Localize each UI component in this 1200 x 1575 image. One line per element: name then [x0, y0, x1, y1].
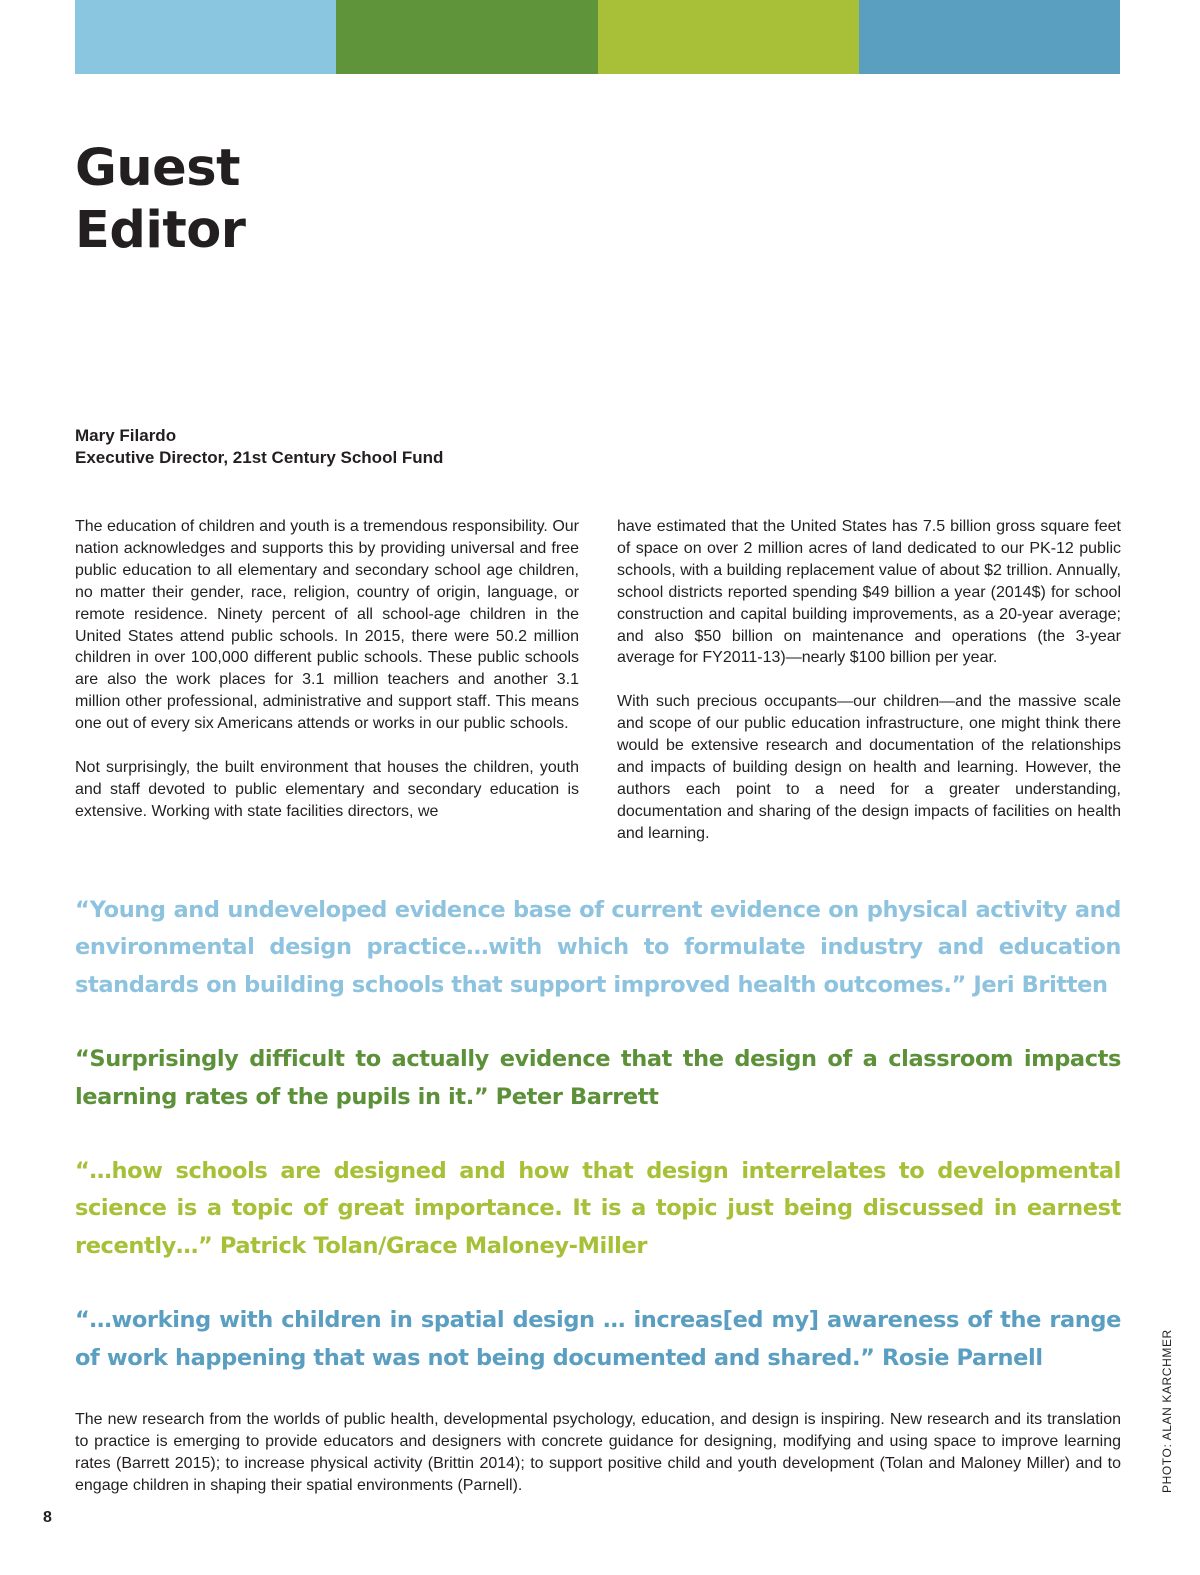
body-paragraph: have estimated that the United States has 7.5 billion gross square feet of space on over 2 million acres of land dedicated to our PK-12 public schools, with a building replacement value of about $2 trillion. Annually, school districts reported spending $49 billion a year (2014$) for school construction and capital building improvements, as a 20-year average; and also $50 billion on maintenance and operations (the 3-year average for FY2011-13)—nearly $100 billion per year. — [617, 518, 1121, 667]
body-paragraph: With such precious occupants—our children—and the massive scale and scope of our public education infrastructure, one might think there would be extensive research and documentation of the relationships and impacts of building design on health and learning. However, the authors each point to a need for a greater understanding, documentation and sharing of the design impacts of facilities on health and learning. — [617, 693, 1121, 842]
pull-quotes — [75, 892, 1121, 1414]
page-title — [75, 138, 245, 262]
pull-quote-britten: “Young and undeveloped evidence base of current evidence on physical activity and environmental design practice…with which to formulate industry and education standards on building schools that support improved health outcomes.” Jeri Britten — [75, 897, 1121, 998]
right-column — [617, 516, 1121, 867]
pull-quote-tolan: “…how schools are designed and how that design interrelates to developmental science is a topic of great importance. It is a topic just being discussed in earnest recently…” Patrick Tolan/Grace Maloney-Miller — [75, 1158, 1121, 1259]
color-block-light-blue — [75, 0, 336, 74]
title-line-2: Editor — [75, 201, 246, 260]
pull-quote-parnell: “…working with children in spatial design … increas[ed my] awareness of the range of work happening that was not being documented and shared.” Rosie Parnell — [75, 1307, 1121, 1371]
body-paragraph: The education of children and youth is a tremendous responsibility. Our nation acknowledges and supports this by providing universal and free public education to all elementary and secondary school age children, no matter their gender, race, religion, country of origin, language, or remote residence. Ninety percent of all school-age children in the United States attend public schools. In 2015, there were 50.2 million children in over 100,000 different public schools. These public schools are also the work places for 3.1 million teachers and another 3.1 million other professional, administrative and support staff. This means one out of every six Americans attends or works in our public schools. — [75, 518, 579, 733]
color-block-lime — [598, 0, 859, 74]
closing-paragraph: The new research from the worlds of public health, developmental psychology, education, and design is inspiring. New research and its translation to practice is emerging to provide educators and designers with concrete guidance for designing, modifying and using space to improve learning rates (Barrett 2015); to increase physical activity (Brittin 2014); to support positive child and youth development (Tolan and Maloney Miller) and to engage children in shaping their spatial environments (Parnell). — [75, 1411, 1121, 1494]
author-role: Executive Director, 21st Century School Fund — [75, 448, 444, 467]
color-block-blue — [859, 0, 1120, 74]
author-name: Mary Filardo — [75, 426, 177, 445]
page-number: 8 — [43, 1509, 52, 1526]
author-block — [75, 425, 443, 469]
title-line-1: Guest — [75, 139, 240, 198]
pull-quote-barrett: “Surprisingly difficult to actually evidence that the design of a classroom impacts learning rates of the pupils in it.” Peter Barrett — [75, 1046, 1121, 1110]
color-block-green — [336, 0, 597, 74]
photo-credit: PHOTO: ALAN KARCHMER — [1160, 1329, 1174, 1493]
body-columns — [75, 516, 1121, 867]
body-paragraph: Not surprisingly, the built environment that houses the children, youth and staff devoted to public elementary and secondary education is extensive. Working with state facilities directors, we — [75, 759, 579, 820]
header-color-bar — [75, 0, 1120, 74]
left-column — [75, 516, 579, 867]
